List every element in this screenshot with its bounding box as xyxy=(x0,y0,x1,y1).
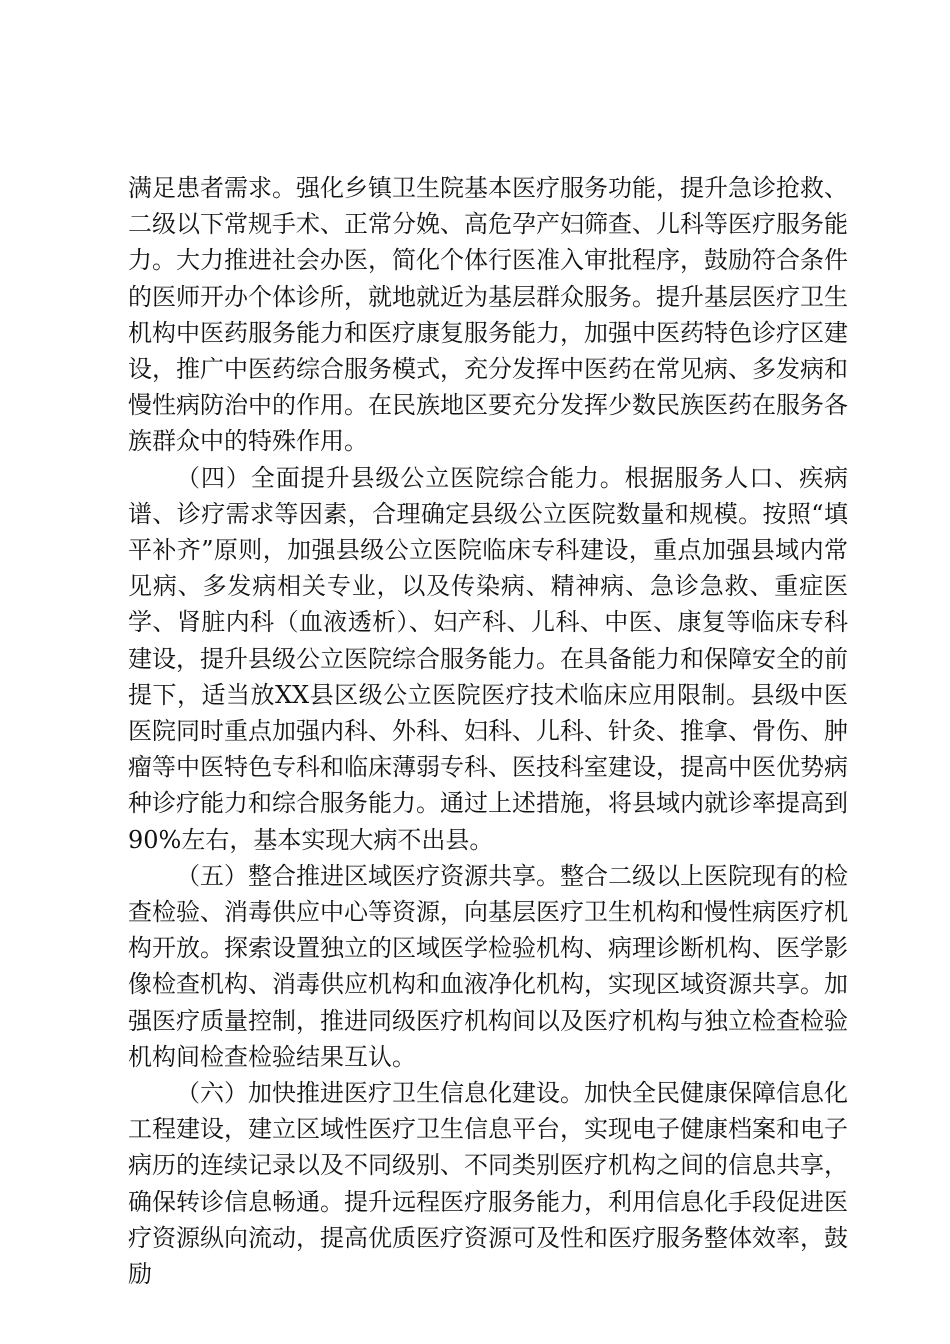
paragraph-section-5: （五）整合推进区域医疗资源共享。整合二级以上医院现有的检查检验、消毒供应中心等资源，向基层医疗卫生机构和慢性病医疗机构开放。探索设置独立的区域医学检验机构、病理诊断机构、医学影像检查机构、消毒供应机构和血液净化机构，实现区域资源共享。加强医疗质量控制，推进同级医疗机构间以及医疗机构与独立检查检验机构间检查检验结果互认。 xyxy=(128,861,848,1071)
paragraph-continuation: 满足患者需求。强化乡镇卫生院基本医疗服务功能，提升急诊抢救、二级以下常规手术、正常分娩、高危孕产妇筛查、儿科等医疗服务能力。大力推进社会办医，简化个体行医准入审批程序，鼓励符合条件的医师开办个体诊所，就地就近为基层群众服务。提升基层医疗卫生机构中医药服务能力和医疗康复服务能力，加强中医药特色诊疗区建设，推广中医药综合服务模式，充分发挥中医药在常见病、多发病和慢性病防治中的作用。在民族地区要充分发挥少数民族医药在服务各族群众中的特殊作用。 xyxy=(128,174,848,456)
paragraph-section-4: （四）全面提升县级公立医院综合能力。根据服务人口、疾病谱、诊疗需求等因素，合理确定县级公立医院数量和规模。按照“填平补齐”原则，加强县级公立医院临床专科建设，重点加强县域内常见病、多发病相关专业，以及传染病、精神病、急诊急救、重症医学、肾脏内科（血液透析）、妇产科、儿科、中医、康复等临床专科建设，提升县级公立医院综合服务能力。在具备能力和保障安全的前提下，适当放XX县区级公立医院医疗技术临床应用限制。县级中医医院同时重点加强内科、外科、妇科、儿科、针灸、推拿、骨伤、肿瘤等中医特色专科和临床薄弱专科、医技科室建设，提高中医优势病种诊疗能力和综合服务能力。通过上述措施，将县域内就诊率提高到90%左右，基本实现大病不出县。 xyxy=(128,463,848,854)
paragraph-section-6: （六）加快推进医疗卫生信息化建设。加快全民健康保障信息化工程建设，建立区域性医疗卫生信息平台，实现电子健康档案和电子病历的连续记录以及不同级别、不同类别医疗机构之间的信息共享，确保转诊信息畅通。提升远程医疗服务能力，利用信息化手段促进医疗资源纵向流动，提高优质医疗资源可及性和医疗服务整体效率，鼓励 xyxy=(128,1079,848,1289)
document-page xyxy=(128,170,848,1292)
